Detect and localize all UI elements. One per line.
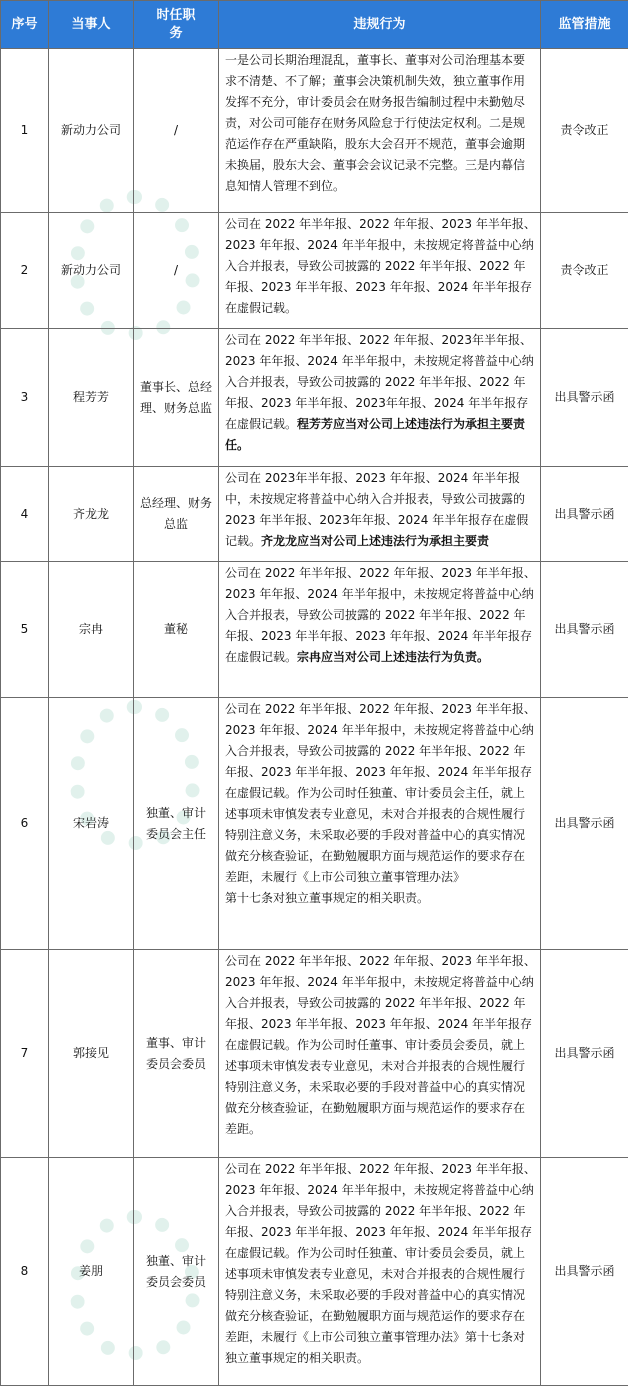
cell-position: / <box>134 213 219 329</box>
violation-text: 公司在 2022 年半年报、2022 年年报、2023 年半年报、2023 年年报、2024 年半年报中，未按规定将普益中心纳入合并报表，导致公司披露的 2022 年半年报、2022 年年报、2023 年半年报、2023 年年报、2024 年半年报存在虚假记载。作为公司时任独董、审计委员会主任，就上述事项未审慎发表专业意见，未对合并报表的合规性履行特别注意义务，未采取必要的手段对普益中心的真实情况做充分核查验证，在勤勉履职方面与规范运作的要求存在差距，未履行《上市公司独立董事管理办法》 <box>225 702 536 884</box>
cell-violation <box>219 950 541 1158</box>
cell-violation <box>219 329 541 467</box>
violation-text: 公司在 2022 年半年报、2022 年年报、2023年半年报、2023 年年报、2024 年半年报中，未按规定将普益中心纳入合并报表，导致公司披露的 2022 年半年报、2022 年年报、2023 年半年报、2023年年报、2024 年半年报存在虚假记载。 <box>225 333 534 431</box>
cell-position: 总经理、财务总监 <box>134 467 219 562</box>
violation-emphasis: 宗冉应当对公司上述违法行为负责。 <box>297 650 490 664</box>
cell-party: 郭接见 <box>49 950 134 1158</box>
violation-text: 公司在 2022 年半年报、2022 年年报、2023 年半年报、2023 年年报、2024 年半年报中，未按规定将普益中心纳入合并报表，导致公司披露的 2022 年半年报、2022 年年报、2023 年半年报、2023 年年报、2024 年半年报存在虚假记载。作为公司时任独董、审计委员会委员，就上述事项未审慎发表专业意见，未对合并报表的合规性履行特别注意义务，未采取必要的手段对普益中心的真实情况做充分核查验证，在勤勉履职方面与规范运作的要求存在差距，未履行《上市公司独立董事管理办法》第十七条对独立董事规定的相关职责。 <box>225 1162 536 1365</box>
cell-measure: 出具警示函 <box>541 467 628 562</box>
cell-violation <box>219 213 541 329</box>
cell-violation <box>219 698 541 950</box>
cell-position: 董秘 <box>134 562 219 698</box>
table-header-row <box>1 1 628 49</box>
cell-party: 姜朋 <box>49 1158 134 1386</box>
violation-text: 公司在 2022 年半年报、2022 年年报、2023 年半年报、2023 年年报、2024 年半年报中，未按规定将普益中心纳入合并报表，导致公司披露的 2022 年半年报、2022 年年报、2023 年半年报、2023 年年报、2024 年半年报存在虚假记载。 <box>225 217 536 315</box>
violation-text: 公司在 2022 年半年报、2022 年年报、2023 年半年报、2023 年年报、2024 年半年报中，未按规定将普益中心纳入合并报表，导致公司披露的 2022 年半年报、2022 年年报、2023 年半年报、2023 年年报、2024 年半年报存在虚假记载。作为公司时任董事、审计委员会委员，就上述事项未审慎发表专业意见，未对合并报表的合规性履行特别注意义务，未采取必要的手段对普益中心的真实情况做充分核查验证，在勤勉履职方面与规范运作的要求存在差距。 <box>225 954 536 1136</box>
cell-measure: 责令改正 <box>541 213 628 329</box>
table-row <box>1 1158 628 1386</box>
cell-no: 4 <box>1 467 49 562</box>
table-row <box>1 213 628 329</box>
cell-violation <box>219 1158 541 1386</box>
cell-party: 齐龙龙 <box>49 467 134 562</box>
cell-no: 5 <box>1 562 49 698</box>
cell-no: 1 <box>1 49 49 213</box>
cell-position: 董事、审计委员会委员 <box>134 950 219 1158</box>
cell-measure: 责令改正 <box>541 49 628 213</box>
header-violation: 违规行为 <box>219 1 541 49</box>
table-row <box>1 562 628 698</box>
violation-text: 一是公司长期治理混乱，董事长、董事对公司治理基本要求不清楚、不了解；董事会决策机制失效，独立董事作用发挥不充分，审计委员会在财务报告编制过程中未勤勉尽责，对公司可能存在财务风险怠于行使法定权利。二是规范运作存在严重缺陷，股东大会召开不规范，董事会逾期未换届，股东大会、董事会会议记录不完整。三是内幕信息知情人管理不到位。 <box>225 53 526 193</box>
cell-position: / <box>134 49 219 213</box>
table-row <box>1 49 628 213</box>
cell-party: 程芳芳 <box>49 329 134 467</box>
table-row <box>1 467 628 562</box>
cell-measure: 出具警示函 <box>541 329 628 467</box>
cell-party: 新动力公司 <box>49 49 134 213</box>
header-party: 当事人 <box>49 1 134 49</box>
cell-measure: 出具警示函 <box>541 950 628 1158</box>
cell-violation <box>219 467 541 562</box>
cell-no: 7 <box>1 950 49 1158</box>
header-no: 序号 <box>1 1 49 49</box>
table-row <box>1 950 628 1158</box>
cell-no: 2 <box>1 213 49 329</box>
cell-violation <box>219 562 541 698</box>
table-row <box>1 698 628 950</box>
violation-emphasis: 齐龙龙应当对公司上述违法行为承担主要责 <box>261 534 490 548</box>
violation-extra-text: 第十七条对独立董事规定的相关职责。 <box>225 891 430 905</box>
cell-no: 3 <box>1 329 49 467</box>
header-position: 时任职务 <box>134 1 219 49</box>
cell-violation <box>219 49 541 213</box>
table-row <box>1 329 628 467</box>
header-measure: 监管措施 <box>541 1 628 49</box>
cell-measure: 出具警示函 <box>541 562 628 698</box>
cell-no: 6 <box>1 698 49 950</box>
violation-text: 公司在 2022 年半年报、2022 年年报、2023 年半年报、2023 年年报、2024 年半年报中，未按规定将普益中心纳入合并报表，导致公司披露的 2022 年半年报、2022 年年报、2023 年半年报、2023 年年报、2024 年半年报存在虚假记载。 <box>225 566 536 664</box>
violation-emphasis: 程芳芳应当对公司上述违法行为承担主要责任。 <box>225 417 526 452</box>
cell-measure: 出具警示函 <box>541 1158 628 1386</box>
cell-no: 8 <box>1 1158 49 1386</box>
cell-party: 新动力公司 <box>49 213 134 329</box>
cell-position: 独董、审计委员会委员 <box>134 1158 219 1386</box>
cell-position: 董事长、总经理、财务总监 <box>134 329 219 467</box>
violation-text: 公司在 2023年半年报、2023 年年报、2024 年半年报中，未按规定将普益中心纳入合并报表，导致公司披露的 2023 年半年报、2023年年报、2024 年半年报存在虚假记载。 <box>225 471 529 548</box>
cell-position: 独董、审计委员会主任 <box>134 698 219 950</box>
cell-party: 宋岩涛 <box>49 698 134 950</box>
cell-party: 宗冉 <box>49 562 134 698</box>
cell-measure: 出具警示函 <box>541 698 628 950</box>
